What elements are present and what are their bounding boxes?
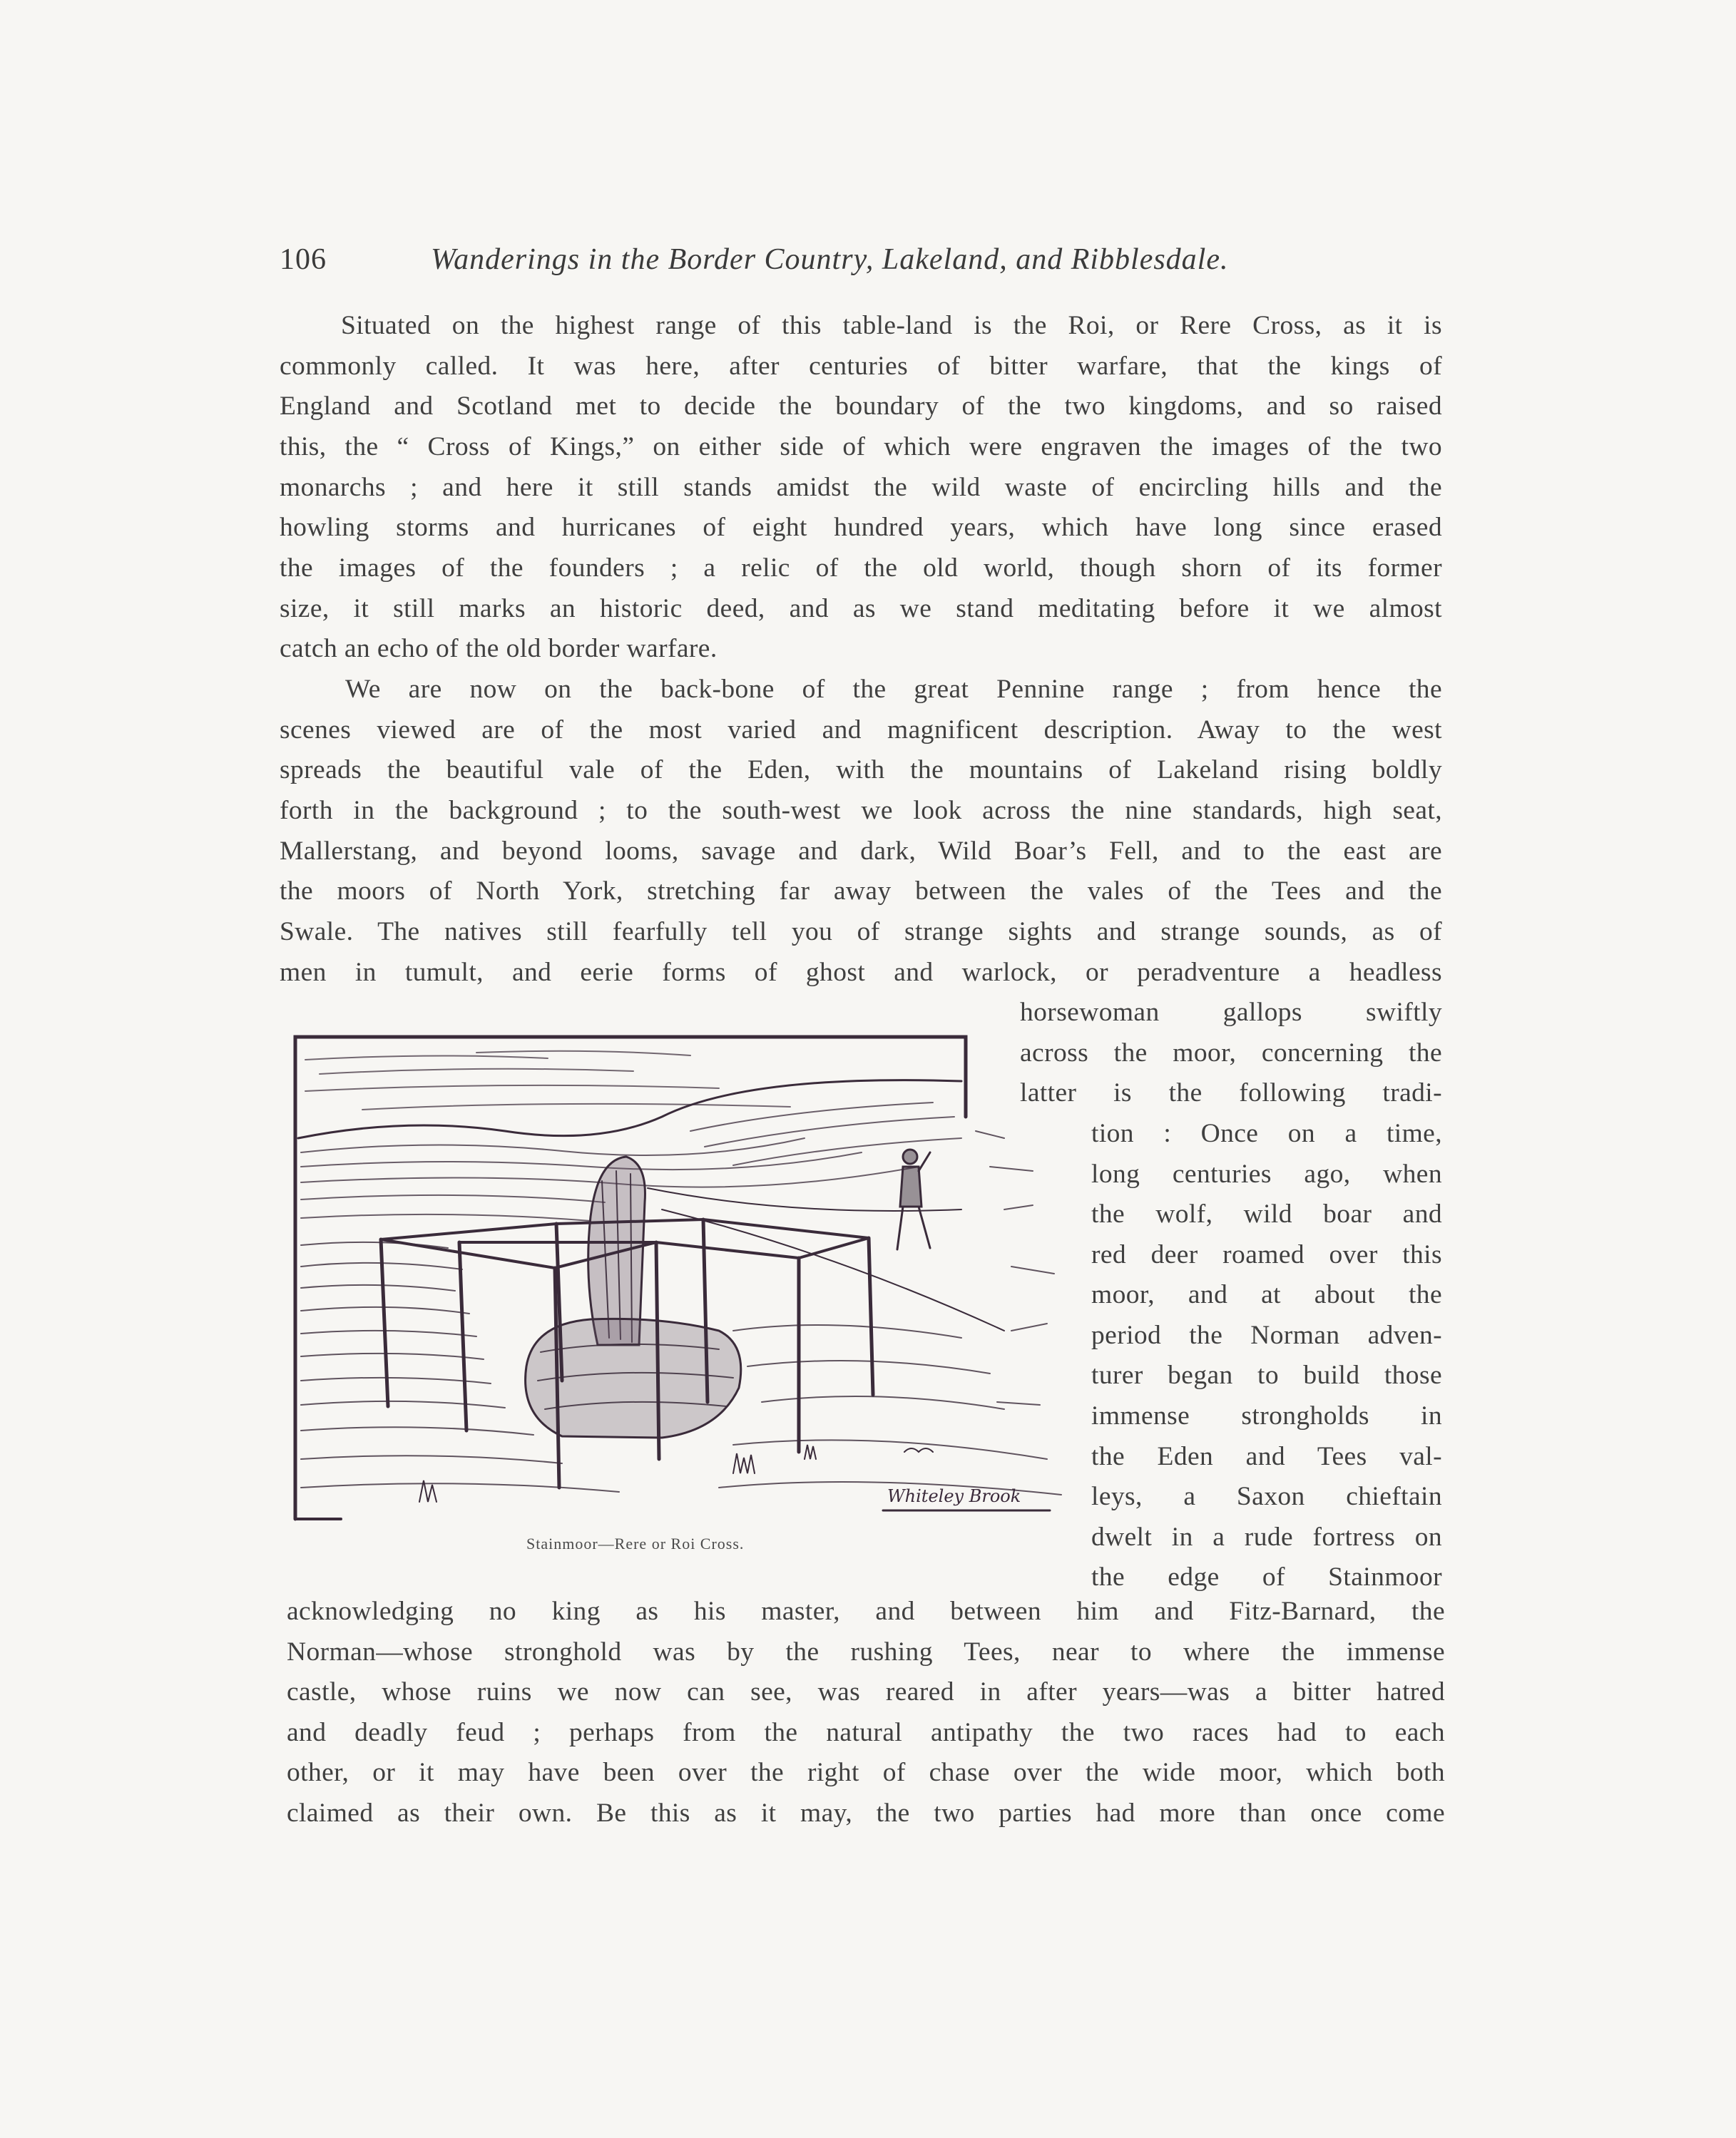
text-line: the wolf, wild boar and <box>1091 1200 1442 1229</box>
text-line: claimed as their own. Be this as it may, the two parties had more than once come <box>287 1799 1445 1828</box>
stainmoor-cross-engraving <box>291 1031 1073 1530</box>
text-line: size, it still marks an historic deed, and as we stand meditating before it we almost <box>280 594 1442 623</box>
text-line: latter is the following tradi- <box>1020 1078 1442 1108</box>
text-line: red deer roamed over this <box>1091 1240 1442 1269</box>
text-line: dwelt in a rude fortress on <box>1091 1523 1442 1552</box>
text-line: tion : Once on a time, <box>1091 1119 1442 1148</box>
text-line: howling storms and hurricanes of eight hundred years, which have long since erased <box>280 513 1442 542</box>
text-line: Norman—whose stronghold was by the rushing Tees, near to where the immense <box>287 1637 1445 1667</box>
text-line: men in tumult, and eerie forms of ghost and warlock, or peradventure a headless <box>280 958 1442 987</box>
text-line: immense strongholds in <box>1091 1401 1442 1431</box>
text-line: England and Scotland met to decide the boundary of the two kingdoms, and so raised <box>280 392 1442 421</box>
text-line: across the moor, concerning the <box>1020 1038 1442 1068</box>
text-line: moor, and at about the <box>1091 1280 1442 1309</box>
text-line: this, the “ Cross of Kings,” on either side of which were engraven the images of the two <box>280 432 1442 461</box>
text-line: scenes viewed are of the most varied and magnificent description. Away to the west <box>280 715 1442 745</box>
text-line: castle, whose ruins we now can see, was reared in after years—was a bitter hatred <box>287 1677 1445 1707</box>
text-line: commonly called. It was here, after centuries of bitter warfare, that the kings of <box>280 352 1442 381</box>
text-line: the Eden and Tees val- <box>1091 1442 1442 1471</box>
text-line: acknowledging no king as his master, and between him and Fitz-Barnard, the <box>287 1597 1445 1626</box>
text-line: turer began to build those <box>1091 1361 1442 1390</box>
running-title: Wanderings in the Border Country, Lakeland, and Ribblesdale. <box>431 243 1229 276</box>
text-line: other, or it may have been over the right of chase over the wide moor, which both <box>287 1758 1445 1787</box>
text-line: spreads the beautiful vale of the Eden, with the mountains of Lakeland rising boldly <box>280 755 1442 784</box>
text-line: Situated on the highest range of this table-land is the Roi, or Rere Cross, as it is <box>341 311 1442 340</box>
illustration <box>291 1031 1073 1569</box>
artist-signature: Whiteley Brook <box>887 1486 1021 1506</box>
page-number: 106 <box>280 243 327 276</box>
text-line: forth in the background ; to the south-west we look across the nine standards, high seat, <box>280 796 1442 825</box>
text-line: leys, a Saxon chieftain <box>1091 1482 1442 1511</box>
text-line: long centuries ago, when <box>1091 1160 1442 1189</box>
text-line: period the Norman adven- <box>1091 1321 1442 1350</box>
text-line: and deadly feud ; perhaps from the natural antipathy the two races had to each <box>287 1718 1445 1747</box>
text-line: the images of the founders ; a relic of the old world, though shorn of its former <box>280 553 1442 583</box>
text-line: monarchs ; and here it still stands amidst the wild waste of encircling hills and the <box>280 473 1442 502</box>
text-line: the moors of North York, stretching far away between the vales of the Tees and the <box>280 876 1442 906</box>
text-line: Mallerstang, and beyond looms, savage and dark, Wild Boar’s Fell, and to the east are <box>280 837 1442 866</box>
text-line: the edge of Stainmoor <box>1091 1562 1442 1592</box>
text-line: Swale. The natives still fearfully tell you of strange sights and strange sounds, as of <box>280 917 1442 946</box>
text-line: horsewoman gallops swiftly <box>1020 998 1442 1027</box>
text-line: catch an echo of the old border warfare. <box>280 634 718 663</box>
text-line: We are now on the back-bone of the great Pennine range ; from hence the <box>345 675 1442 704</box>
figure-caption: Stainmoor—Rere or Roi Cross. <box>526 1535 745 1553</box>
